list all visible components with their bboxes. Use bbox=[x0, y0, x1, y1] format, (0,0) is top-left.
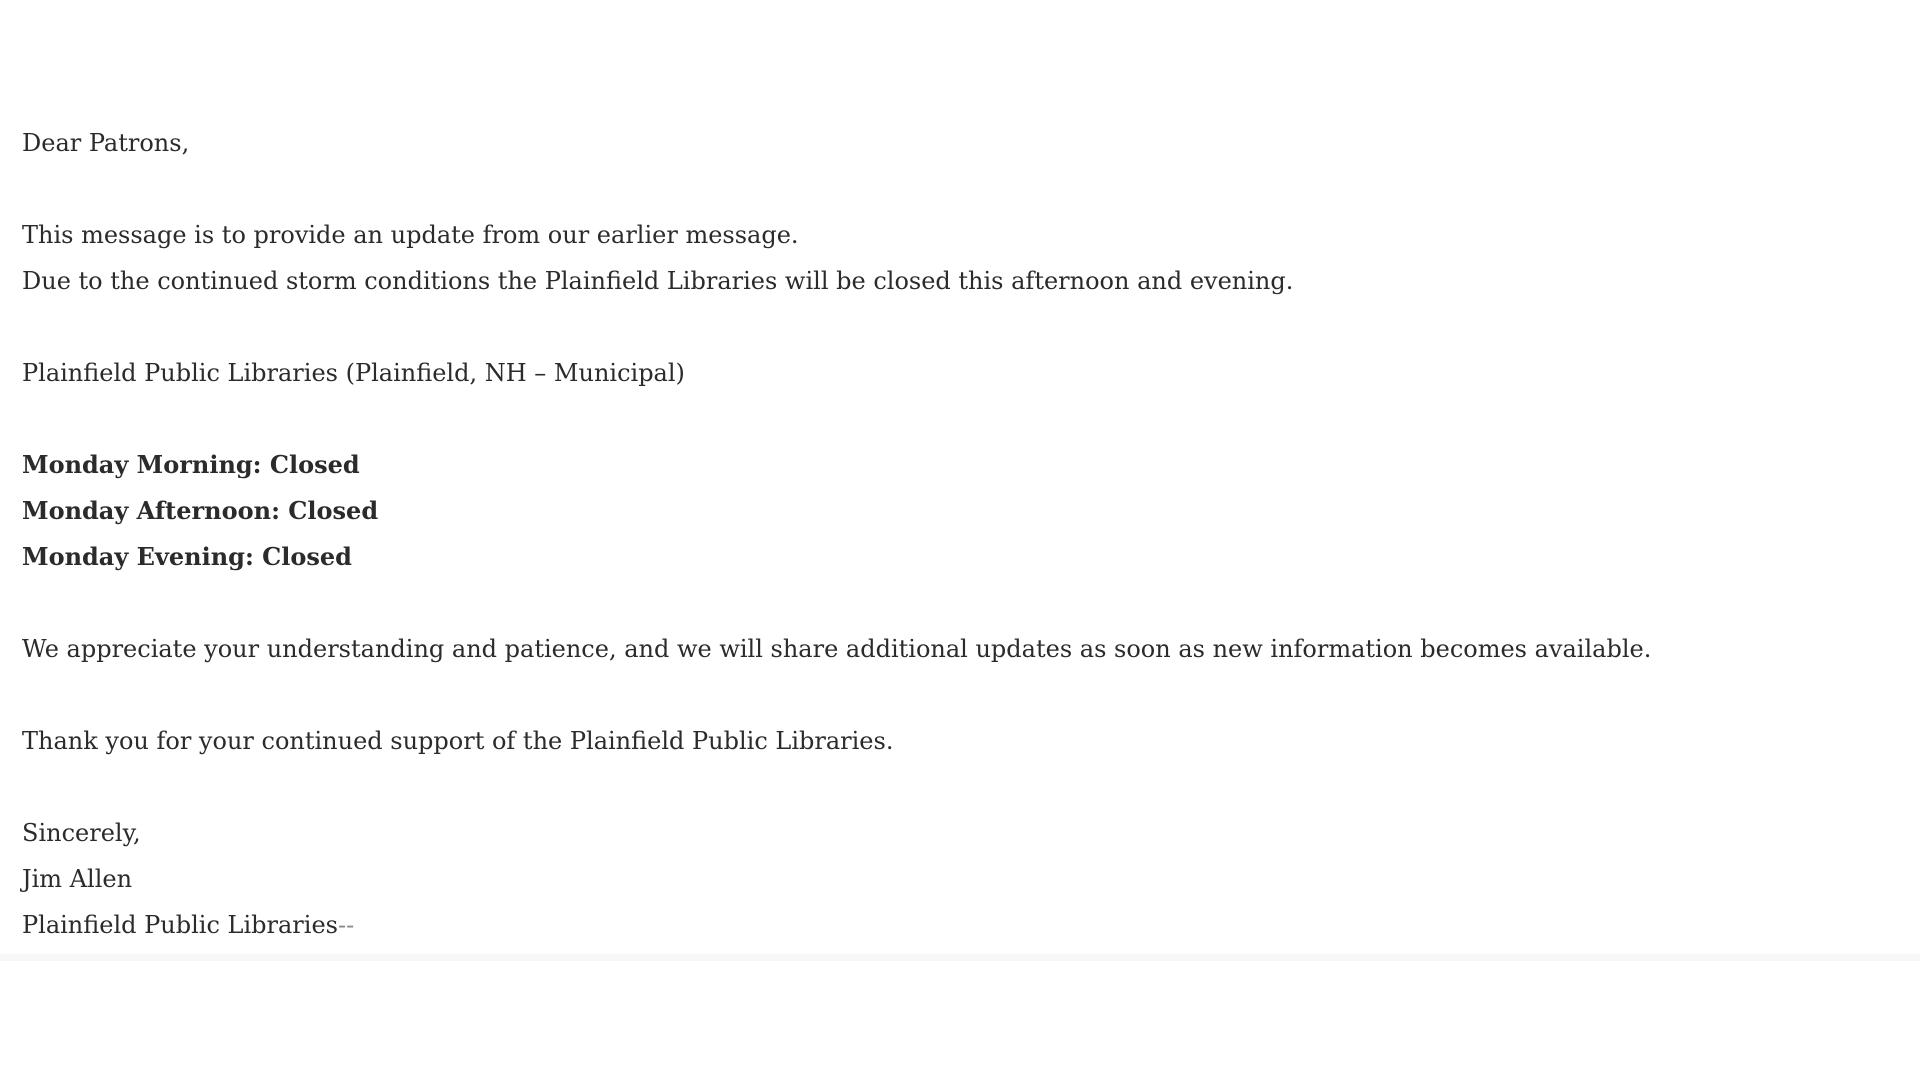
closure-notice-line: Due to the continued storm conditions the Plainfield Libraries will be closed this afternoon and evening. bbox=[22, 267, 1294, 295]
schedule-monday-morning: Monday Morning: Closed bbox=[22, 450, 360, 479]
sender-org-text: Plainfield Public Libraries bbox=[22, 911, 338, 939]
appreciation-line: We appreciate your understanding and patience, and we will share additional updates as soon as new information becomes available. bbox=[22, 635, 1652, 663]
signature-divider bbox=[0, 954, 1920, 961]
signature-block bbox=[22, 810, 1890, 948]
update-intro-line: This message is to provide an update from our earlier message. bbox=[22, 221, 799, 249]
thanks-line: Thank you for your continued support of the Plainfield Public Libraries. bbox=[22, 727, 894, 755]
salutation bbox=[22, 120, 1890, 166]
sender-name-line: Jim Allen bbox=[22, 865, 133, 893]
library-identifier bbox=[22, 350, 1890, 396]
sender-org-line bbox=[22, 902, 1890, 948]
signature-delimiter: -- bbox=[337, 911, 355, 939]
schedule-monday-evening: Monday Evening: Closed bbox=[22, 542, 352, 571]
appreciation-paragraph bbox=[22, 626, 1890, 672]
thanks-paragraph bbox=[22, 718, 1890, 764]
schedule-block bbox=[22, 442, 1890, 580]
closing-line: Sincerely, bbox=[22, 819, 141, 847]
library-identifier-line: Plainfield Public Libraries (Plainfield, NH – Municipal) bbox=[22, 359, 685, 387]
schedule-monday-afternoon: Monday Afternoon: Closed bbox=[22, 496, 379, 525]
salutation-line: Dear Patrons, bbox=[22, 129, 190, 157]
update-paragraph bbox=[22, 212, 1890, 304]
